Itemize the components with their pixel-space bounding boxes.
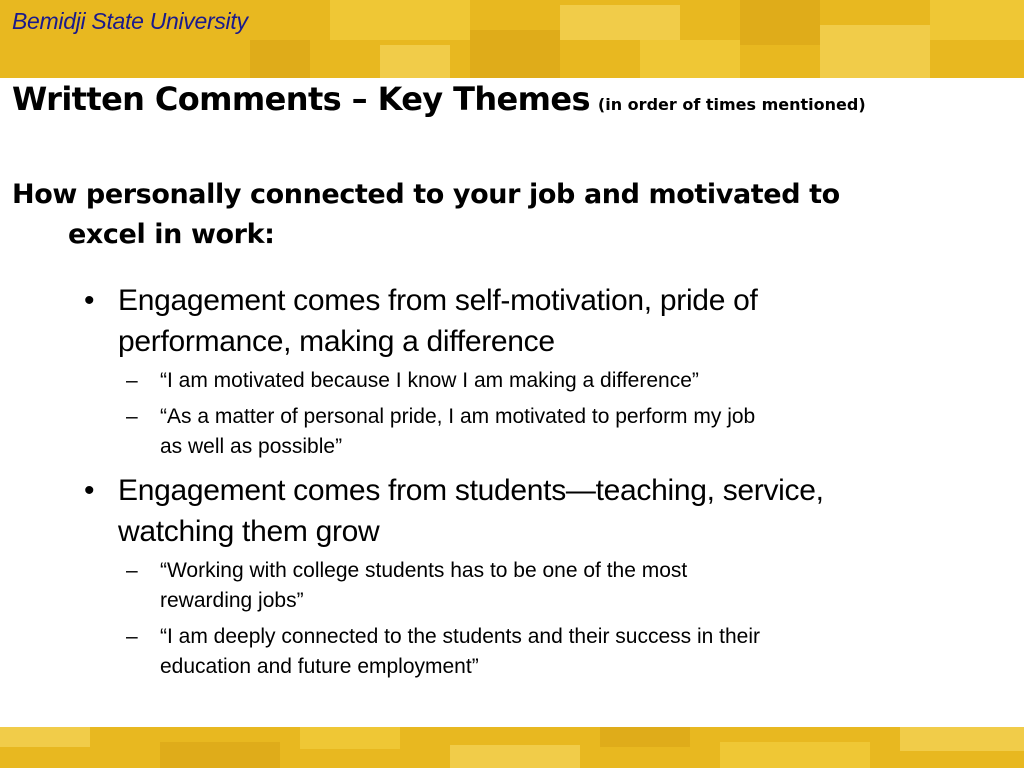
quote-item [126,556,980,616]
quote-item [126,402,980,462]
bullet-dot: • [84,284,95,317]
header-tile [560,5,680,40]
bullet-dot: • [84,474,95,507]
quote-line-1: “I am motivated because I know I am making a difference” [160,369,699,392]
header-tile [330,0,470,40]
footer-tile [450,745,580,768]
quote-dash: – [126,405,138,428]
bullet-text-line-2: watching them grow [118,515,380,548]
bullet-text-line-1: Engagement comes from self-motivation, pride of [118,284,758,317]
header-tile [250,40,310,78]
header-tile [740,0,820,45]
quote-list [80,556,980,682]
footer-tile [160,742,280,768]
footer-tile [900,727,1024,751]
quote-dash: – [126,625,138,648]
quote-dash: – [126,369,138,392]
title-main: Written Comments – Key Themes [12,80,590,118]
bullet-item [80,280,980,362]
question-line-1: How personally connected to your job and motivated to [12,179,840,210]
question-line-2: excel in work: [68,219,275,250]
quote-line-2: rewarding jobs” [160,589,304,612]
title-subtitle: (in order of times mentioned) [597,95,866,114]
footer-tile [0,727,90,747]
quote-line-2: education and future employment” [160,655,479,678]
header-tile [640,40,740,78]
header-tile [820,25,930,78]
header-tile [470,30,560,78]
quote-item [126,366,980,396]
bullet-list [80,280,980,690]
bullet-text-line-1: Engagement comes from students—teaching, service, [118,474,824,507]
question-heading [12,175,1002,255]
footer-tile [600,727,690,747]
header-tile [930,0,1024,40]
university-name: Bemidji State University [12,8,248,34]
quote-line-1: “Working with college students has to be one of the most [160,559,688,582]
quote-line-1: “I am deeply connected to the students and their success in their [160,625,761,648]
footer-band [0,727,1024,768]
header-tile [380,45,450,78]
bullet-text-line-2: performance, making a difference [118,325,555,358]
quote-list [80,366,980,462]
slide-title [12,80,866,118]
header-band [0,0,1024,78]
bullet-item [80,470,980,552]
quote-line-2: as well as possible” [160,435,343,458]
quote-item [126,622,980,682]
footer-tile [300,727,400,749]
quote-dash: – [126,559,138,582]
quote-line-1: “As a matter of personal pride, I am motivated to perform my job [160,405,756,428]
footer-tile [720,742,870,768]
